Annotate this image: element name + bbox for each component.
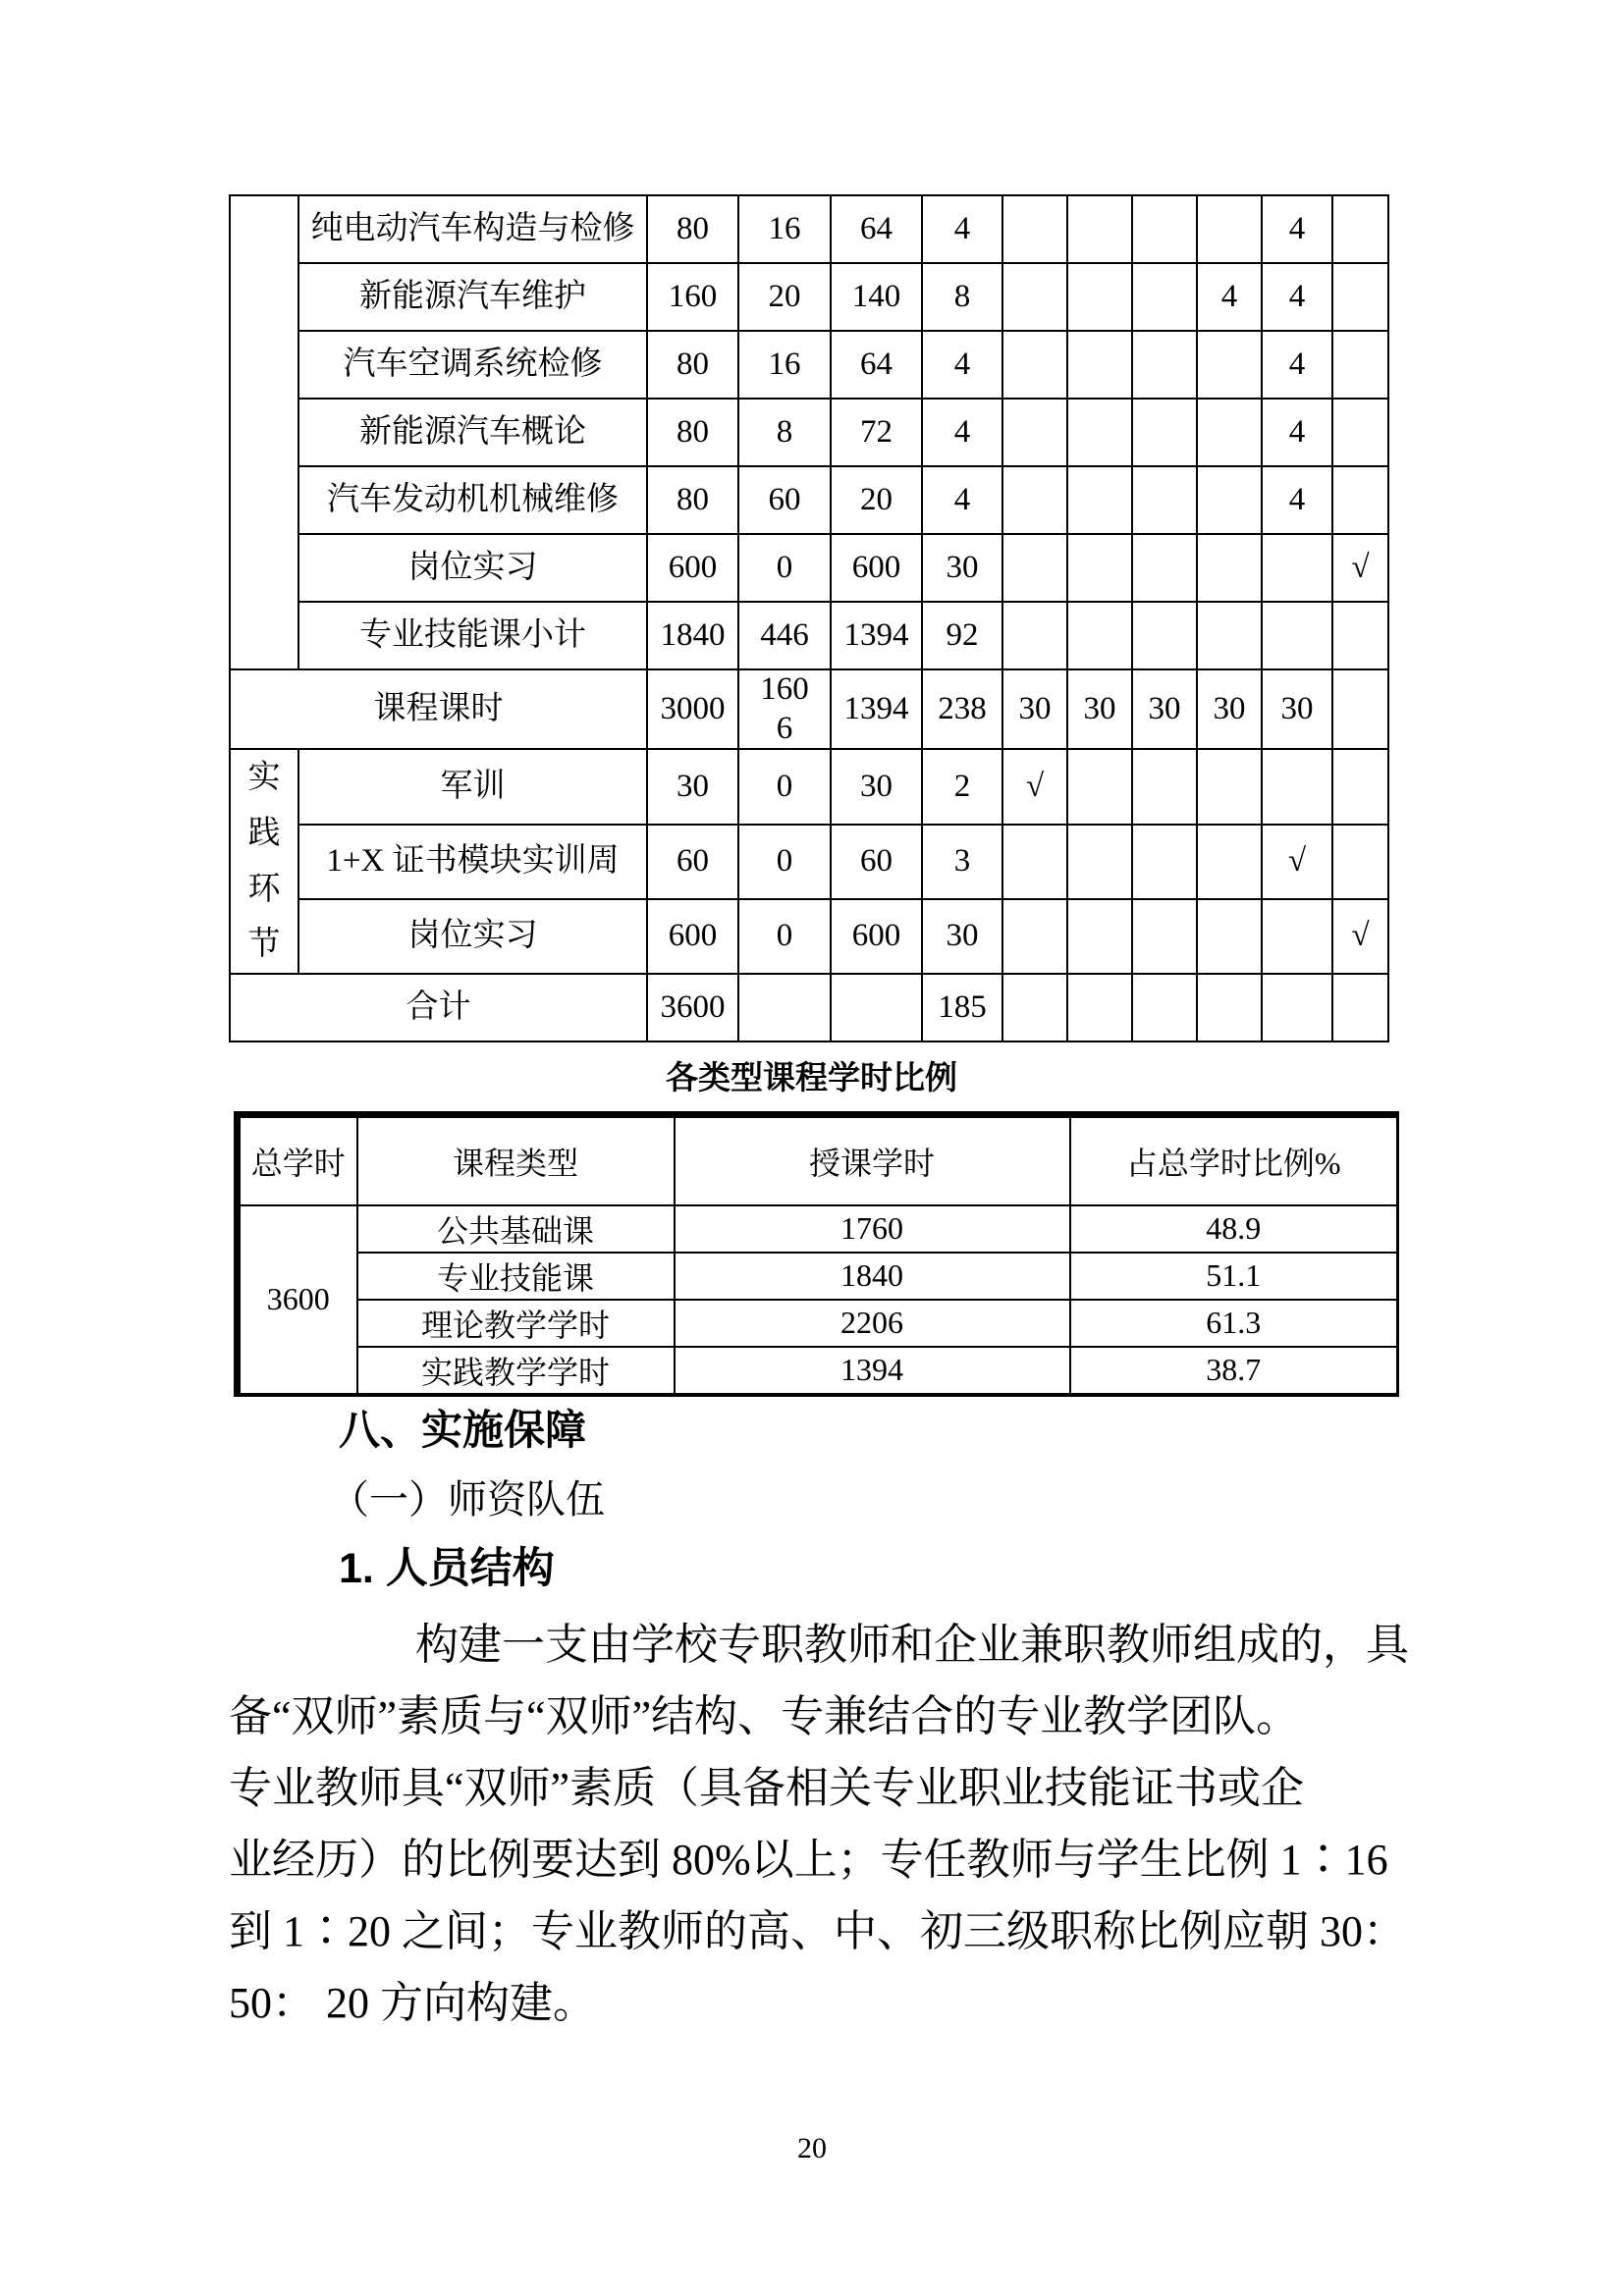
- table-row: [230, 974, 1388, 1041]
- value-cell: [1067, 602, 1132, 669]
- value-cell: 0: [738, 825, 831, 899]
- value-cell: [1067, 331, 1132, 399]
- value-cell: [1197, 466, 1262, 534]
- course-name-cell: 汽车空调系统检修: [298, 331, 647, 399]
- value-cell: 185: [922, 974, 1002, 1041]
- value-cell: 30: [1197, 669, 1262, 749]
- value-cell: [1132, 331, 1197, 399]
- value-cell: 4: [1262, 399, 1332, 466]
- course-name-cell: 岗位实习: [298, 899, 647, 974]
- value-cell: 2: [922, 749, 1002, 824]
- hours-ratio-table: [234, 1111, 1399, 1397]
- paragraph-line: 50： 20 方向构建。: [229, 1979, 596, 2027]
- value-cell: 80: [647, 466, 738, 534]
- table-row: [230, 399, 1388, 466]
- value-cell: [1197, 331, 1262, 399]
- percent-cell: 38.7: [1070, 1347, 1398, 1395]
- value-cell: [1197, 974, 1262, 1041]
- value-cell: 72: [831, 399, 922, 466]
- value-cell: [1197, 534, 1262, 602]
- value-cell: [1002, 602, 1067, 669]
- value-cell: 0: [738, 899, 831, 974]
- value-cell: 1394: [831, 669, 922, 749]
- value-cell: 16: [738, 195, 831, 263]
- table-row: [230, 331, 1388, 399]
- table-row: [230, 669, 1388, 749]
- table2-title: 各类型课程学时比例: [666, 1059, 957, 1095]
- course-name-cell: 军训: [298, 749, 647, 824]
- value-cell: [1132, 534, 1197, 602]
- value-cell: 4: [922, 466, 1002, 534]
- value-cell: [1067, 195, 1132, 263]
- value-cell: 60: [647, 825, 738, 899]
- value-cell: [1132, 466, 1197, 534]
- value-cell: [1262, 974, 1332, 1041]
- value-cell: [1067, 825, 1132, 899]
- hours-cell: 2206: [675, 1300, 1070, 1347]
- value-cell: 600: [647, 899, 738, 974]
- value-cell: [1002, 466, 1067, 534]
- value-cell: [1262, 749, 1332, 824]
- percent-cell: 61.3: [1070, 1300, 1398, 1347]
- table-row: [230, 263, 1388, 331]
- value-cell: [1197, 825, 1262, 899]
- value-cell: 1394: [831, 602, 922, 669]
- value-cell: 20: [831, 466, 922, 534]
- value-cell: [1067, 899, 1132, 974]
- value-cell: [1197, 749, 1262, 824]
- numbered-heading: 1. 人员结构: [339, 1545, 555, 1592]
- value-cell: 30: [831, 749, 922, 824]
- header-cell: 总学时: [238, 1115, 357, 1205]
- value-cell: [1067, 466, 1132, 534]
- value-cell: [1132, 195, 1197, 263]
- page-number: 20: [797, 2132, 827, 2164]
- course-name-cell: 汽车发动机机械维修: [298, 466, 647, 534]
- table-row: [230, 899, 1388, 974]
- course-name-cell: 合计: [230, 974, 647, 1041]
- course-name-cell: 纯电动汽车构造与检修: [298, 195, 647, 263]
- value-cell: [1197, 399, 1262, 466]
- value-cell: 30: [922, 534, 1002, 602]
- value-cell: 30: [1067, 669, 1132, 749]
- course-name-cell: 1+X 证书模块实训周: [298, 825, 647, 899]
- value-cell: 30: [647, 749, 738, 824]
- row-group-cell: [230, 195, 298, 669]
- value-cell: [1002, 399, 1067, 466]
- value-cell: [1132, 825, 1197, 899]
- value-cell: 3: [922, 825, 1002, 899]
- value-cell: 1840: [647, 602, 738, 669]
- table-row: [230, 466, 1388, 534]
- value-cell: 4: [1262, 466, 1332, 534]
- paragraph-line: 备“双师”素质与“双师”结构、专兼结合的专业教学团队。: [229, 1692, 1300, 1740]
- value-cell: [1262, 534, 1332, 602]
- value-cell: 30: [922, 899, 1002, 974]
- table-row: [230, 749, 1388, 824]
- value-cell: 30: [1002, 669, 1067, 749]
- value-cell: 1606: [738, 669, 831, 749]
- value-cell: [1002, 263, 1067, 331]
- value-cell: 64: [831, 195, 922, 263]
- value-cell: 80: [647, 195, 738, 263]
- value-cell: [1132, 899, 1197, 974]
- course-name-cell: 新能源汽车概论: [298, 399, 647, 466]
- paragraph-line: 专业教师具“双师”素质（具备相关专业职业技能证书或企: [229, 1764, 1305, 1812]
- paragraph-line: 构建一支由学校专职教师和企业兼职教师组成的，具: [415, 1621, 1409, 1669]
- hours-cell: 1394: [675, 1347, 1070, 1395]
- course-name-cell: 专业技能课小计: [298, 602, 647, 669]
- value-cell: [1002, 899, 1067, 974]
- header-row: [238, 1115, 1398, 1205]
- value-cell: 3000: [647, 669, 738, 749]
- value-cell: 238: [922, 669, 1002, 749]
- value-cell: [1067, 534, 1132, 602]
- value-cell: 16: [738, 331, 831, 399]
- value-cell: √: [1332, 534, 1388, 602]
- value-cell: [1332, 602, 1388, 669]
- value-cell: [1132, 602, 1197, 669]
- header-cell: 授课学时: [675, 1115, 1070, 1205]
- value-cell: 4: [1197, 263, 1262, 331]
- value-cell: [1132, 263, 1197, 331]
- course-name-cell: 新能源汽车维护: [298, 263, 647, 331]
- table-row: [238, 1300, 1398, 1347]
- value-cell: [1002, 195, 1067, 263]
- value-cell: [1197, 195, 1262, 263]
- value-cell: [1332, 466, 1388, 534]
- value-cell: 30: [1132, 669, 1197, 749]
- value-cell: √: [1262, 825, 1332, 899]
- value-cell: 20: [738, 263, 831, 331]
- paragraph-line: 到 1∶20 之间；专业教师的高、中、初三级职称比例应朝 30：: [229, 1907, 1406, 1955]
- value-cell: 60: [831, 825, 922, 899]
- section-heading: 八、实施保障: [339, 1407, 587, 1453]
- body-paragraph: [229, 1609, 1407, 2039]
- table-row: [230, 602, 1388, 669]
- value-cell: 64: [831, 331, 922, 399]
- value-cell: 8: [738, 399, 831, 466]
- course-type-cell: 专业技能课: [357, 1253, 675, 1300]
- value-cell: 600: [831, 534, 922, 602]
- value-cell: 4: [1262, 331, 1332, 399]
- value-cell: [1132, 974, 1197, 1041]
- value-cell: [1332, 399, 1388, 466]
- course-type-cell: 公共基础课: [357, 1205, 675, 1253]
- hours-cell: 1760: [675, 1205, 1070, 1253]
- value-cell: [1067, 263, 1132, 331]
- value-cell: [1132, 399, 1197, 466]
- value-cell: 140: [831, 263, 922, 331]
- course-name-cell: 岗位实习: [298, 534, 647, 602]
- hours-cell: 1840: [675, 1253, 1070, 1300]
- percent-cell: 48.9: [1070, 1205, 1398, 1253]
- value-cell: [1262, 899, 1332, 974]
- value-cell: [1002, 825, 1067, 899]
- value-cell: 3600: [647, 974, 738, 1041]
- value-cell: [1332, 195, 1388, 263]
- row-group-cell: [230, 749, 298, 974]
- value-cell: 0: [738, 534, 831, 602]
- header-cell: 占总学时比例%: [1070, 1115, 1398, 1205]
- value-cell: [1332, 263, 1388, 331]
- header-cell: 课程类型: [357, 1115, 675, 1205]
- value-cell: [1067, 974, 1132, 1041]
- value-cell: 4: [922, 195, 1002, 263]
- table-row: [238, 1205, 1398, 1253]
- value-cell: 600: [831, 899, 922, 974]
- value-cell: [1002, 331, 1067, 399]
- value-cell: [1262, 602, 1332, 669]
- value-cell: [1132, 749, 1197, 824]
- value-cell: [1002, 534, 1067, 602]
- value-cell: 92: [922, 602, 1002, 669]
- value-cell: √: [1332, 899, 1388, 974]
- value-cell: [1002, 974, 1067, 1041]
- table-row: [230, 195, 1388, 263]
- course-type-cell: 实践教学学时: [357, 1347, 675, 1395]
- value-cell: 4: [1262, 195, 1332, 263]
- value-cell: 446: [738, 602, 831, 669]
- value-cell: [1067, 749, 1132, 824]
- vertical-group-label: 实践环节: [247, 760, 281, 963]
- table-row: [230, 534, 1388, 602]
- course-name-cell: 课程课时: [230, 669, 647, 749]
- value-cell: [1332, 669, 1388, 749]
- value-cell: [1197, 899, 1262, 974]
- value-cell: 8: [922, 263, 1002, 331]
- course-hours-table: [229, 194, 1389, 1042]
- percent-cell: 51.1: [1070, 1253, 1398, 1300]
- value-cell: [738, 974, 831, 1041]
- value-cell: [1332, 749, 1388, 824]
- value-cell: [831, 974, 922, 1041]
- value-cell: 4: [1262, 263, 1332, 331]
- value-cell: 80: [647, 331, 738, 399]
- table-row: [238, 1347, 1398, 1395]
- paragraph-line: 业经历）的比例要达到 80%以上；专任教师与学生比例 1∶16: [229, 1836, 1388, 1884]
- value-cell: [1197, 602, 1262, 669]
- value-cell: 600: [647, 534, 738, 602]
- subsection-heading: （一）师资队伍: [330, 1477, 605, 1522]
- value-cell: [1332, 331, 1388, 399]
- value-cell: 60: [738, 466, 831, 534]
- value-cell: [1067, 399, 1132, 466]
- value-cell: 4: [922, 399, 1002, 466]
- course-type-cell: 理论教学学时: [357, 1300, 675, 1347]
- value-cell: 80: [647, 399, 738, 466]
- value-cell: 0: [738, 749, 831, 824]
- table-row: [238, 1253, 1398, 1300]
- value-cell: 160: [647, 263, 738, 331]
- value-cell: [1332, 825, 1388, 899]
- value-cell: [1332, 974, 1388, 1041]
- table-row: [230, 825, 1388, 899]
- total-hours-cell: 3600: [238, 1205, 357, 1395]
- value-cell: √: [1002, 749, 1067, 824]
- value-cell: 30: [1262, 669, 1332, 749]
- value-cell: 4: [922, 331, 1002, 399]
